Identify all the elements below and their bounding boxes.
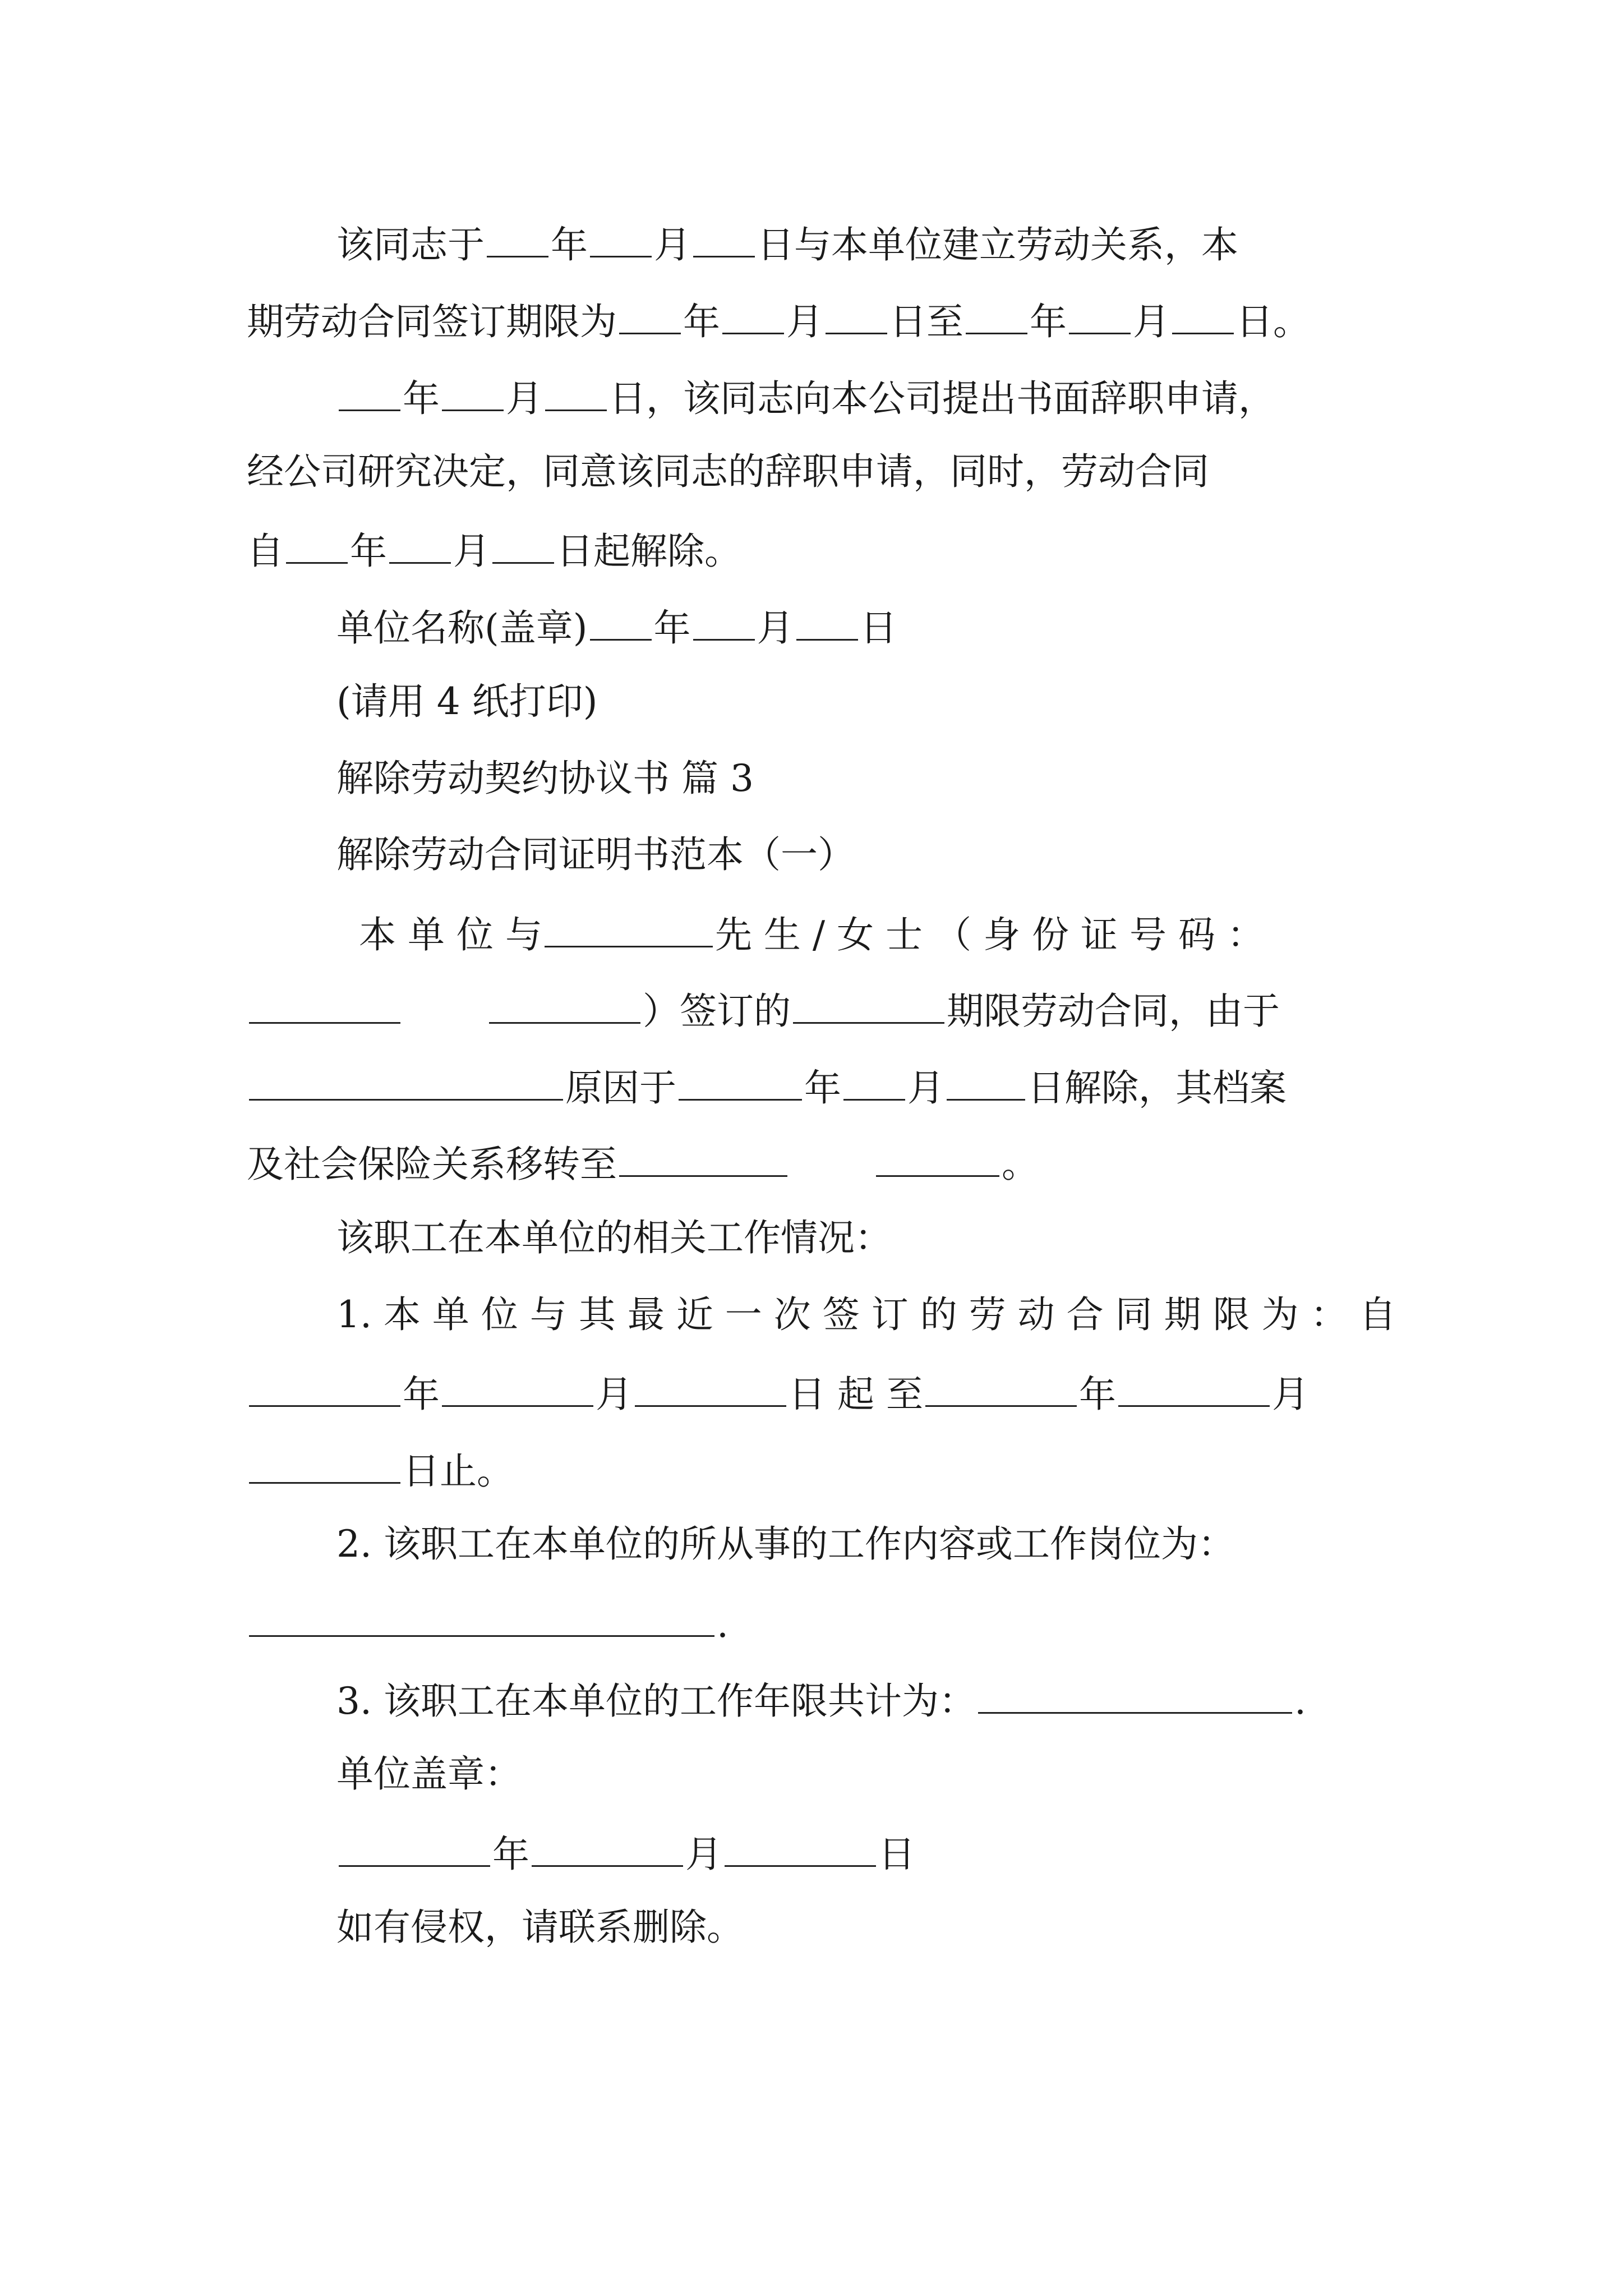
text: 期劳动合同签订期限为 — [247, 300, 617, 343]
text: 日，该同志向本公司提出书面辞职申请， — [609, 377, 1275, 420]
cert-line2 — [247, 990, 1280, 1033]
id-number-field[interactable] — [489, 990, 640, 1024]
blank-field[interactable] — [722, 300, 784, 334]
text: 月 — [786, 300, 823, 343]
text: 月 — [907, 1066, 944, 1110]
work-intro: 该职工在本单位的相关工作情况： — [336, 1216, 892, 1259]
blank-field[interactable] — [590, 223, 652, 257]
section-title: 解除劳动契约协议书 篇 3 — [336, 757, 754, 800]
text: 年 — [403, 1373, 440, 1416]
text: 年 — [551, 223, 588, 266]
id-number-field[interactable] — [249, 990, 400, 1024]
text: 先 生 / 女 士 （ 身 份 证 号 码 ： — [714, 913, 1264, 956]
text: 原因于 — [565, 1066, 676, 1110]
sample-title: 解除劳动合同证明书范本（一） — [336, 833, 855, 876]
blank-field[interactable] — [793, 990, 944, 1024]
text: 年 — [1030, 300, 1067, 343]
text: 3. 该职工在本单位的工作年限共计为： — [336, 1680, 976, 1723]
cert-line3 — [247, 1066, 1287, 1110]
text: 该同志于 — [336, 223, 485, 266]
text: 年 — [683, 300, 720, 343]
blank-field[interactable] — [876, 1143, 999, 1177]
text: 月 — [453, 530, 490, 573]
text: 年 — [350, 530, 387, 573]
text: 本 单 位 与 — [359, 913, 542, 956]
signature-line — [336, 606, 897, 650]
text: ）签订的 — [643, 990, 791, 1033]
blank-field[interactable] — [339, 1833, 490, 1867]
text: 月 — [1133, 300, 1170, 343]
text: 自 — [247, 530, 284, 573]
job-content-field[interactable] — [249, 1603, 714, 1637]
reason-field[interactable] — [249, 1066, 563, 1101]
text: 年 — [403, 377, 440, 420]
blank-field[interactable] — [1118, 1373, 1270, 1407]
blank-field[interactable] — [249, 1450, 400, 1484]
blank-field[interactable] — [545, 377, 607, 411]
blank-field[interactable] — [925, 1373, 1077, 1407]
footer-note: 如有侵权，请联系删除。 — [336, 1906, 744, 1949]
blank-field[interactable] — [532, 1833, 683, 1867]
blank-field[interactable] — [679, 1066, 802, 1101]
text: 日 — [878, 1833, 915, 1876]
blank-field[interactable] — [619, 300, 681, 334]
blank-field[interactable] — [693, 223, 755, 257]
blank-field[interactable] — [487, 223, 548, 257]
blank-field[interactable] — [947, 1066, 1025, 1101]
text: 日 — [860, 606, 897, 650]
blank-field[interactable] — [442, 377, 504, 411]
text: 年 — [653, 606, 691, 650]
para2-line3 — [247, 530, 741, 573]
text: 月 — [506, 377, 543, 420]
blank-field[interactable] — [249, 1373, 400, 1407]
blank-field[interactable] — [619, 1143, 787, 1177]
text: 日至 — [889, 300, 963, 343]
text: 年 — [492, 1833, 529, 1876]
text: 日与本单位建立劳动关系，本 — [757, 223, 1238, 266]
cert-line1 — [359, 913, 1264, 954]
item1-line3 — [247, 1450, 514, 1493]
para2-line2: 经公司研究决定，同意该同志的辞职申请，同时，劳动合同 — [247, 450, 1209, 493]
blank-field[interactable] — [492, 530, 554, 564]
text: . — [1294, 1680, 1306, 1723]
para1-line1 — [336, 223, 1238, 264]
para2-line1 — [336, 377, 1275, 420]
text: 日。 — [1236, 300, 1310, 343]
text: 日解除，其档案 — [1027, 1066, 1287, 1110]
text: 月 — [757, 606, 794, 650]
text: . — [717, 1603, 728, 1646]
blank-field[interactable] — [635, 1373, 786, 1407]
text: 单位名称(盖章) — [336, 606, 588, 650]
blank-field[interactable] — [1069, 300, 1131, 334]
item2-line1: 2. 该职工在本单位的所从事的工作内容或工作岗位为： — [336, 1522, 1235, 1566]
text: 月 — [596, 1373, 633, 1416]
item3-line — [336, 1680, 1306, 1723]
text: 日 起 至 — [789, 1373, 923, 1416]
text: 。 — [1002, 1143, 1039, 1186]
blank-field[interactable] — [966, 300, 1027, 334]
text: 月 — [685, 1833, 722, 1876]
blank-field[interactable] — [796, 606, 858, 641]
blank-field[interactable] — [442, 1373, 593, 1407]
text: 月 — [1271, 1373, 1309, 1416]
text: 期限劳动合同，由于 — [947, 990, 1280, 1033]
blank-field[interactable] — [286, 530, 348, 564]
item1-line1: 1. 本 单 位 与 其 最 近 一 次 签 订 的 劳 动 合 同 期 限 为 ： 自 — [336, 1293, 1396, 1336]
item2-line2 — [247, 1603, 728, 1646]
blank-field[interactable] — [693, 606, 755, 641]
item1-line2 — [247, 1373, 1309, 1416]
text: 月 — [654, 223, 691, 266]
print-note: (请用 4 纸打印) — [336, 680, 598, 723]
para1-line2 — [247, 300, 1310, 341]
blank-field[interactable] — [725, 1833, 876, 1867]
text: 日起解除。 — [556, 530, 741, 573]
seal-date-line — [336, 1833, 915, 1876]
blank-field[interactable] — [590, 606, 652, 641]
blank-field[interactable] — [389, 530, 451, 564]
cert-line4 — [247, 1143, 1039, 1186]
text: 日止。 — [403, 1450, 514, 1493]
blank-field[interactable] — [545, 913, 713, 947]
blank-field[interactable] — [1172, 300, 1234, 334]
blank-field[interactable] — [843, 1066, 905, 1101]
text: 年 — [1078, 1373, 1116, 1416]
work-years-field[interactable] — [978, 1680, 1292, 1714]
blank-field[interactable] — [826, 300, 887, 334]
text: 年 — [804, 1066, 841, 1110]
blank-field[interactable] — [339, 377, 400, 411]
seal-label: 单位盖章： — [336, 1752, 522, 1796]
text: 及社会保险关系移转至 — [247, 1143, 617, 1186]
